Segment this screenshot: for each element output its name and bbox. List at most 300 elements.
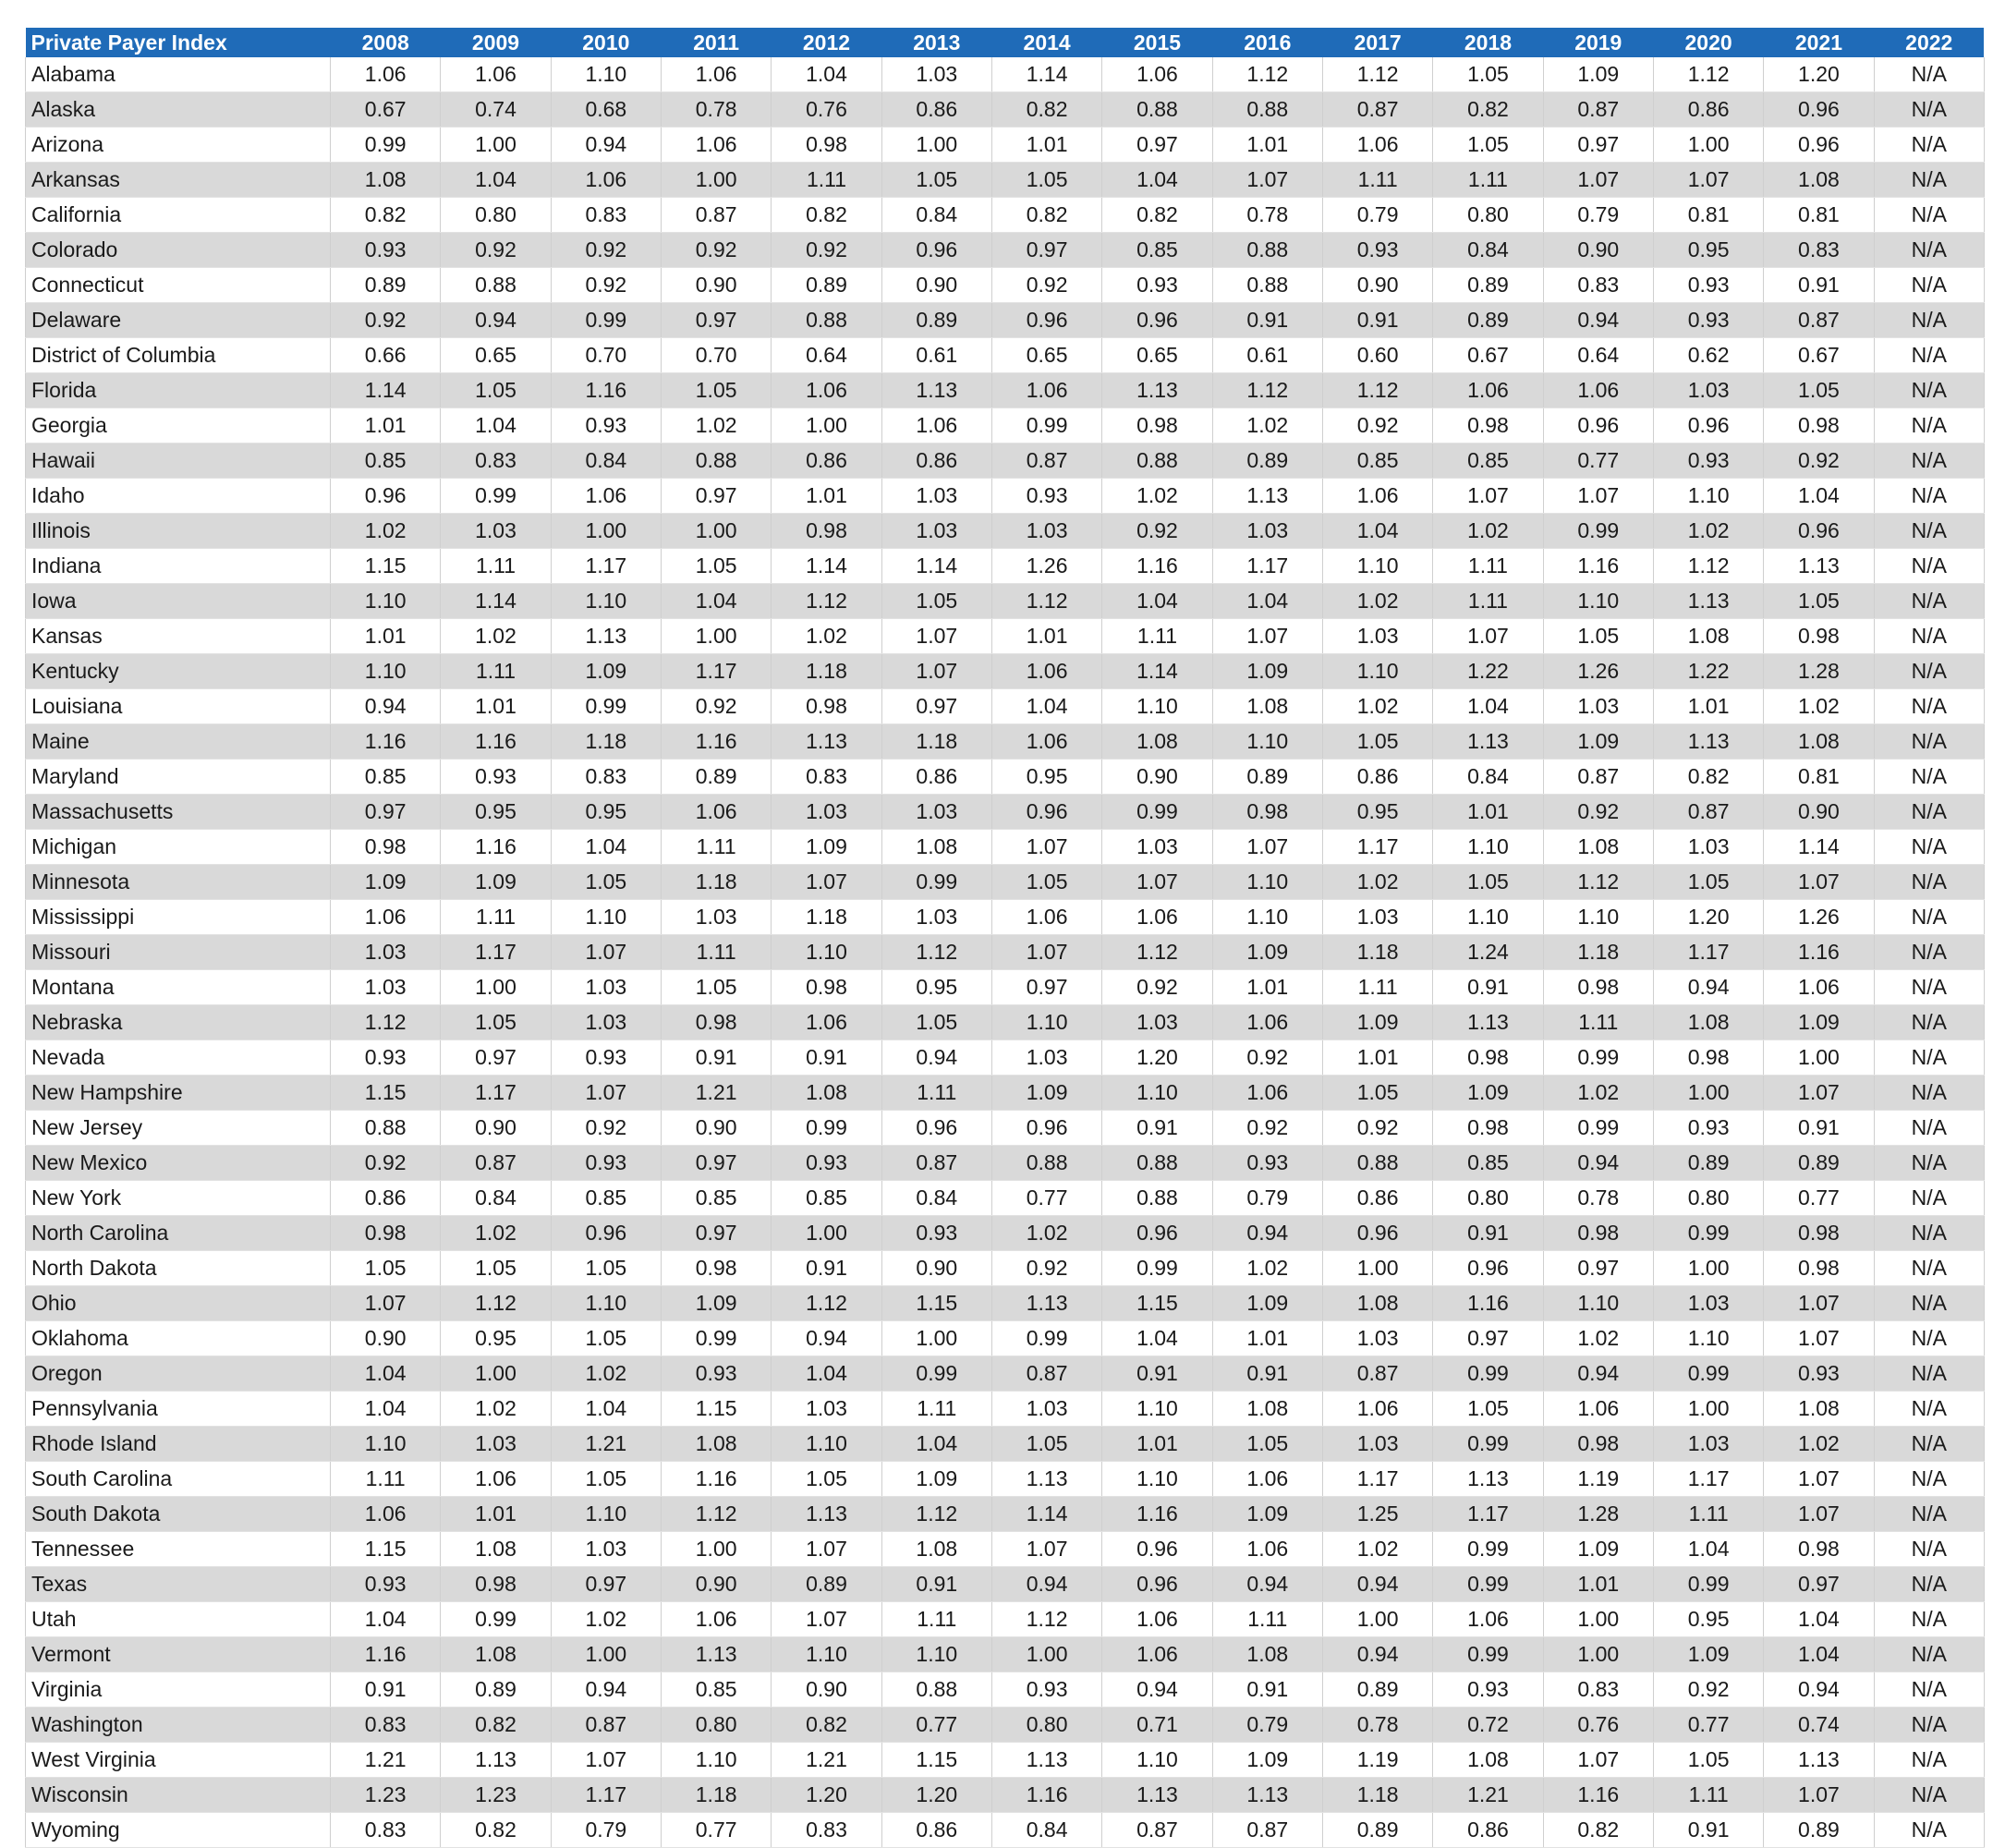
index-value-cell: 0.84 xyxy=(1433,760,1543,795)
index-value-cell: 1.00 xyxy=(1764,1040,1874,1076)
index-value-cell: 1.06 xyxy=(661,128,771,163)
index-value-cell: 1.11 xyxy=(441,900,551,935)
index-value-cell: 0.96 xyxy=(1653,408,1763,444)
index-value-cell: 1.11 xyxy=(1102,619,1212,654)
index-value-cell: 1.10 xyxy=(991,1005,1101,1040)
index-value-cell: 0.83 xyxy=(551,760,661,795)
index-value-cell: 0.93 xyxy=(991,1672,1101,1708)
index-value-cell: 1.23 xyxy=(331,1778,441,1813)
index-value-cell: 0.94 xyxy=(1764,1672,1874,1708)
table-row xyxy=(26,865,1985,900)
index-value-cell: 1.16 xyxy=(661,724,771,760)
index-value-cell: 0.78 xyxy=(1322,1708,1432,1743)
index-value-cell: N/A xyxy=(1874,373,1984,408)
index-value-cell: 0.99 xyxy=(1433,1356,1543,1392)
index-value-cell: 0.82 xyxy=(772,198,881,233)
index-value-cell: 1.03 xyxy=(1322,1321,1432,1356)
index-value-cell: 1.09 xyxy=(1322,1005,1432,1040)
index-value-cell: 1.18 xyxy=(1322,1778,1432,1813)
index-value-cell: 1.03 xyxy=(881,57,991,92)
index-value-cell: 1.12 xyxy=(1543,865,1653,900)
index-value-cell: 1.12 xyxy=(1653,57,1763,92)
state-name-cell: South Carolina xyxy=(26,1462,331,1497)
index-value-cell: 1.06 xyxy=(991,900,1101,935)
index-value-cell: 1.16 xyxy=(1543,549,1653,584)
index-value-cell: 0.90 xyxy=(881,1251,991,1286)
index-value-cell: 1.06 xyxy=(1433,373,1543,408)
index-value-cell: 1.17 xyxy=(1433,1497,1543,1532)
index-value-cell: 1.13 xyxy=(551,619,661,654)
index-value-cell: 1.23 xyxy=(441,1778,551,1813)
index-value-cell: 1.03 xyxy=(1322,1427,1432,1462)
index-value-cell: 1.10 xyxy=(551,584,661,619)
column-header-year: 2009 xyxy=(441,28,551,57)
index-value-cell: 1.05 xyxy=(1433,128,1543,163)
index-value-cell: 1.10 xyxy=(551,1497,661,1532)
index-value-cell: 1.00 xyxy=(441,128,551,163)
index-value-cell: 0.83 xyxy=(331,1813,441,1848)
index-value-cell: 1.00 xyxy=(551,1637,661,1672)
state-name-cell: District of Columbia xyxy=(26,338,331,373)
index-value-cell: 0.97 xyxy=(661,303,771,338)
index-value-cell: 1.01 xyxy=(1322,1040,1432,1076)
index-value-cell: 1.04 xyxy=(441,408,551,444)
table-row xyxy=(26,1462,1985,1497)
index-value-cell: 1.09 xyxy=(1212,654,1322,689)
index-value-cell: 0.94 xyxy=(772,1321,881,1356)
index-value-cell: 1.16 xyxy=(991,1778,1101,1813)
index-value-cell: 1.08 xyxy=(881,1532,991,1567)
index-value-cell: 0.90 xyxy=(331,1321,441,1356)
index-value-cell: 0.79 xyxy=(1322,198,1432,233)
column-header-year: 2018 xyxy=(1433,28,1543,57)
index-value-cell: 1.09 xyxy=(1212,1497,1322,1532)
index-value-cell: 0.91 xyxy=(772,1251,881,1286)
index-value-cell: 0.98 xyxy=(1543,1427,1653,1462)
index-value-cell: 0.96 xyxy=(1102,1567,1212,1602)
index-value-cell: 1.03 xyxy=(441,1427,551,1462)
index-value-cell: 0.90 xyxy=(1764,795,1874,830)
index-value-cell: 0.92 xyxy=(551,1111,661,1146)
index-value-cell: 0.82 xyxy=(991,198,1101,233)
index-value-cell: 0.91 xyxy=(1322,303,1432,338)
index-value-cell: 1.13 xyxy=(1653,584,1763,619)
index-value-cell: 1.10 xyxy=(1212,865,1322,900)
state-name-cell: Iowa xyxy=(26,584,331,619)
index-value-cell: 1.09 xyxy=(1212,1743,1322,1778)
index-value-cell: 1.07 xyxy=(991,935,1101,970)
table-row xyxy=(26,795,1985,830)
index-value-cell: 0.80 xyxy=(1653,1181,1763,1216)
index-value-cell: 0.64 xyxy=(1543,338,1653,373)
index-value-cell: 1.07 xyxy=(1212,619,1322,654)
index-value-cell: 0.99 xyxy=(1102,795,1212,830)
index-value-cell: 0.92 xyxy=(1322,1111,1432,1146)
state-name-cell: Georgia xyxy=(26,408,331,444)
state-name-cell: Nebraska xyxy=(26,1005,331,1040)
index-value-cell: 0.60 xyxy=(1322,338,1432,373)
index-value-cell: 0.87 xyxy=(1212,1813,1322,1848)
index-value-cell: 0.92 xyxy=(441,233,551,268)
index-value-cell: 0.88 xyxy=(441,268,551,303)
index-value-cell: 0.84 xyxy=(991,1813,1101,1848)
index-value-cell: 1.07 xyxy=(1212,830,1322,865)
index-value-cell: 1.03 xyxy=(551,1532,661,1567)
index-value-cell: 0.95 xyxy=(551,795,661,830)
index-value-cell: 1.13 xyxy=(1212,1778,1322,1813)
index-value-cell: 0.92 xyxy=(1102,970,1212,1005)
index-value-cell: 0.87 xyxy=(661,198,771,233)
index-value-cell: 0.95 xyxy=(1322,795,1432,830)
index-value-cell: 1.10 xyxy=(772,1427,881,1462)
index-value-cell: 1.15 xyxy=(331,549,441,584)
column-header-year: 2016 xyxy=(1212,28,1322,57)
index-value-cell: 1.04 xyxy=(661,584,771,619)
index-value-cell: 0.89 xyxy=(1322,1813,1432,1848)
index-value-cell: 1.16 xyxy=(331,1637,441,1672)
index-value-cell: 0.82 xyxy=(331,198,441,233)
index-value-cell: 0.93 xyxy=(772,1146,881,1181)
index-value-cell: 0.98 xyxy=(1433,1040,1543,1076)
index-value-cell: 1.05 xyxy=(1322,1076,1432,1111)
index-value-cell: 1.00 xyxy=(441,970,551,1005)
table-row xyxy=(26,1076,1985,1111)
index-value-cell: 1.12 xyxy=(661,1497,771,1532)
index-value-cell: 1.06 xyxy=(772,373,881,408)
index-value-cell: 0.80 xyxy=(661,1708,771,1743)
table-row xyxy=(26,1181,1985,1216)
index-value-cell: 1.16 xyxy=(1543,1778,1653,1813)
index-value-cell: 1.11 xyxy=(1433,549,1543,584)
index-value-cell: 0.81 xyxy=(1764,760,1874,795)
index-value-cell: 1.02 xyxy=(1322,865,1432,900)
index-value-cell: 0.68 xyxy=(551,92,661,128)
index-value-cell: 0.93 xyxy=(331,1040,441,1076)
index-value-cell: 0.70 xyxy=(551,338,661,373)
index-value-cell: 0.77 xyxy=(1653,1708,1763,1743)
index-value-cell: 1.15 xyxy=(881,1286,991,1321)
index-value-cell: 1.13 xyxy=(991,1743,1101,1778)
index-value-cell: 0.77 xyxy=(1764,1181,1874,1216)
index-value-cell: N/A xyxy=(1874,584,1984,619)
state-name-cell: Oregon xyxy=(26,1356,331,1392)
column-header-year: 2015 xyxy=(1102,28,1212,57)
index-value-cell: 0.97 xyxy=(1543,128,1653,163)
index-value-cell: 0.96 xyxy=(1322,1216,1432,1251)
index-value-cell: 1.10 xyxy=(551,900,661,935)
index-value-cell: 0.83 xyxy=(441,444,551,479)
index-value-cell: 0.85 xyxy=(1433,444,1543,479)
index-value-cell: 0.87 xyxy=(1543,760,1653,795)
index-value-cell: 0.97 xyxy=(991,233,1101,268)
header-row xyxy=(26,28,1985,57)
index-value-cell: 1.06 xyxy=(1543,373,1653,408)
index-value-cell: 1.20 xyxy=(881,1778,991,1813)
index-value-cell: 1.06 xyxy=(1543,1392,1653,1427)
index-value-cell: 1.07 xyxy=(1764,1076,1874,1111)
index-value-cell: 1.11 xyxy=(661,935,771,970)
index-value-cell: 1.01 xyxy=(1212,1321,1322,1356)
index-value-cell: 0.86 xyxy=(1653,92,1763,128)
index-value-cell: 0.98 xyxy=(1653,1040,1763,1076)
index-value-cell: 1.14 xyxy=(772,549,881,584)
index-value-cell: 1.16 xyxy=(441,724,551,760)
state-name-cell: Delaware xyxy=(26,303,331,338)
index-value-cell: 0.94 xyxy=(1653,970,1763,1005)
column-header-year: 2010 xyxy=(551,28,661,57)
index-value-cell: N/A xyxy=(1874,1462,1984,1497)
index-value-cell: 1.11 xyxy=(881,1392,991,1427)
index-value-cell: N/A xyxy=(1874,514,1984,549)
index-value-cell: 1.04 xyxy=(551,1392,661,1427)
index-value-cell: 1.10 xyxy=(1322,654,1432,689)
index-value-cell: 0.67 xyxy=(331,92,441,128)
index-value-cell: 0.98 xyxy=(1764,1216,1874,1251)
index-value-cell: 1.11 xyxy=(331,1462,441,1497)
index-value-cell: 1.08 xyxy=(881,830,991,865)
index-value-cell: 1.05 xyxy=(661,549,771,584)
index-value-cell: 0.88 xyxy=(1102,1146,1212,1181)
state-name-cell: Rhode Island xyxy=(26,1427,331,1462)
index-value-cell: 1.13 xyxy=(1764,1743,1874,1778)
index-value-cell: 0.90 xyxy=(772,1672,881,1708)
index-value-cell: 1.12 xyxy=(881,935,991,970)
index-value-cell: 0.99 xyxy=(991,1321,1101,1356)
index-value-cell: 1.21 xyxy=(331,1743,441,1778)
state-name-cell: Minnesota xyxy=(26,865,331,900)
index-value-cell: 1.08 xyxy=(661,1427,771,1462)
index-value-cell: 0.77 xyxy=(1543,444,1653,479)
index-value-cell: 1.04 xyxy=(772,1356,881,1392)
index-value-cell: N/A xyxy=(1874,1181,1984,1216)
state-name-cell: Tennessee xyxy=(26,1532,331,1567)
table-row xyxy=(26,724,1985,760)
index-value-cell: 1.02 xyxy=(991,1216,1101,1251)
state-name-cell: Indiana xyxy=(26,549,331,584)
index-value-cell: 0.90 xyxy=(1102,760,1212,795)
index-value-cell: 0.98 xyxy=(1764,1251,1874,1286)
index-value-cell: 1.06 xyxy=(661,795,771,830)
index-value-cell: 1.09 xyxy=(661,1286,771,1321)
state-name-cell: Colorado xyxy=(26,233,331,268)
index-value-cell: 1.14 xyxy=(881,549,991,584)
state-name-cell: Connecticut xyxy=(26,268,331,303)
index-value-cell: 0.99 xyxy=(1433,1637,1543,1672)
index-value-cell: 1.15 xyxy=(331,1076,441,1111)
index-value-cell: 1.01 xyxy=(1433,795,1543,830)
index-value-cell: 1.10 xyxy=(1433,830,1543,865)
index-value-cell: 1.11 xyxy=(881,1076,991,1111)
table-row xyxy=(26,338,1985,373)
index-value-cell: 1.07 xyxy=(1653,163,1763,198)
index-value-cell: 0.89 xyxy=(772,268,881,303)
index-value-cell: 1.10 xyxy=(661,1743,771,1778)
index-value-cell: 0.93 xyxy=(441,760,551,795)
index-value-cell: 0.86 xyxy=(331,1181,441,1216)
index-value-cell: 1.08 xyxy=(1433,1743,1543,1778)
index-value-cell: 1.00 xyxy=(551,514,661,549)
index-value-cell: 0.97 xyxy=(1764,1567,1874,1602)
table-row xyxy=(26,1005,1985,1040)
index-value-cell: 0.82 xyxy=(1543,1813,1653,1848)
state-name-cell: Alaska xyxy=(26,92,331,128)
table-row xyxy=(26,1216,1985,1251)
index-value-cell: 0.93 xyxy=(991,479,1101,514)
index-value-cell: 0.85 xyxy=(1433,1146,1543,1181)
index-value-cell: 1.03 xyxy=(1102,1005,1212,1040)
index-value-cell: 1.15 xyxy=(881,1743,991,1778)
index-value-cell: 0.86 xyxy=(881,760,991,795)
state-name-cell: North Carolina xyxy=(26,1216,331,1251)
table-row xyxy=(26,92,1985,128)
index-value-cell: 0.96 xyxy=(1102,303,1212,338)
index-value-cell: 0.93 xyxy=(551,1040,661,1076)
index-value-cell: 0.97 xyxy=(441,1040,551,1076)
index-value-cell: 0.79 xyxy=(551,1813,661,1848)
table-row xyxy=(26,970,1985,1005)
index-value-cell: 1.13 xyxy=(1212,479,1322,514)
table-row xyxy=(26,1813,1985,1848)
index-value-cell: 1.00 xyxy=(1653,1076,1763,1111)
index-value-cell: N/A xyxy=(1874,1286,1984,1321)
index-value-cell: 1.11 xyxy=(441,549,551,584)
index-value-cell: 0.97 xyxy=(1543,1251,1653,1286)
index-value-cell: 1.15 xyxy=(331,1532,441,1567)
index-value-cell: 0.86 xyxy=(1322,760,1432,795)
index-value-cell: 1.06 xyxy=(1764,970,1874,1005)
index-value-cell: N/A xyxy=(1874,1602,1984,1637)
index-value-cell: 1.06 xyxy=(1212,1462,1322,1497)
table-row xyxy=(26,619,1985,654)
index-value-cell: 0.88 xyxy=(1212,268,1322,303)
index-value-cell: 1.20 xyxy=(1653,900,1763,935)
index-value-cell: 1.03 xyxy=(881,900,991,935)
index-value-cell: 1.04 xyxy=(881,1427,991,1462)
index-value-cell: 1.13 xyxy=(772,1497,881,1532)
index-value-cell: 0.98 xyxy=(1212,795,1322,830)
state-name-cell: Hawaii xyxy=(26,444,331,479)
column-header-year: 2011 xyxy=(661,28,771,57)
index-value-cell: 0.92 xyxy=(1212,1040,1322,1076)
index-value-cell: 0.99 xyxy=(1543,1111,1653,1146)
index-value-cell: 1.06 xyxy=(991,654,1101,689)
index-value-cell: 0.99 xyxy=(1102,1251,1212,1286)
index-value-cell: 1.06 xyxy=(331,900,441,935)
index-value-cell: 0.85 xyxy=(661,1672,771,1708)
index-value-cell: N/A xyxy=(1874,865,1984,900)
index-value-cell: 0.62 xyxy=(1653,338,1763,373)
index-value-cell: 1.03 xyxy=(1653,373,1763,408)
index-value-cell: 1.14 xyxy=(991,1497,1101,1532)
index-value-cell: N/A xyxy=(1874,1672,1984,1708)
state-name-cell: Virginia xyxy=(26,1672,331,1708)
index-value-cell: 0.98 xyxy=(441,1567,551,1602)
column-header-year: 2013 xyxy=(881,28,991,57)
index-value-cell: 1.16 xyxy=(1764,935,1874,970)
index-value-cell: 1.09 xyxy=(1433,1076,1543,1111)
index-value-cell: 0.87 xyxy=(441,1146,551,1181)
index-value-cell: 1.05 xyxy=(1543,619,1653,654)
index-value-cell: N/A xyxy=(1874,1637,1984,1672)
index-value-cell: 1.08 xyxy=(1543,830,1653,865)
index-value-cell: 0.87 xyxy=(991,444,1101,479)
index-value-cell: 0.74 xyxy=(441,92,551,128)
index-value-cell: N/A xyxy=(1874,198,1984,233)
state-name-cell: Illinois xyxy=(26,514,331,549)
index-value-cell: 0.98 xyxy=(772,514,881,549)
index-value-cell: 0.94 xyxy=(551,1672,661,1708)
index-value-cell: 0.99 xyxy=(1653,1216,1763,1251)
index-value-cell: 1.06 xyxy=(1322,1392,1432,1427)
index-value-cell: 1.13 xyxy=(991,1286,1101,1321)
index-value-cell: 1.03 xyxy=(551,1005,661,1040)
index-value-cell: 0.92 xyxy=(551,268,661,303)
index-value-cell: 0.88 xyxy=(1212,92,1322,128)
index-value-cell: 0.97 xyxy=(661,1146,771,1181)
index-value-cell: 1.12 xyxy=(991,1602,1101,1637)
index-value-cell: 1.05 xyxy=(551,1251,661,1286)
index-value-cell: 0.87 xyxy=(1322,92,1432,128)
index-value-cell: 0.89 xyxy=(1212,760,1322,795)
table-row xyxy=(26,549,1985,584)
index-value-cell: 0.96 xyxy=(1764,514,1874,549)
index-value-cell: 0.82 xyxy=(1102,198,1212,233)
index-value-cell: 1.05 xyxy=(441,1005,551,1040)
index-value-cell: 1.06 xyxy=(551,479,661,514)
index-value-cell: 1.18 xyxy=(1543,935,1653,970)
index-value-cell: 0.99 xyxy=(1543,514,1653,549)
index-value-cell: 0.98 xyxy=(1433,1111,1543,1146)
index-value-cell: 0.66 xyxy=(331,338,441,373)
table-row xyxy=(26,584,1985,619)
state-name-cell: New York xyxy=(26,1181,331,1216)
index-value-cell: 1.04 xyxy=(772,57,881,92)
index-value-cell: 1.02 xyxy=(1322,689,1432,724)
index-value-cell: 1.12 xyxy=(1653,549,1763,584)
index-value-cell: 1.07 xyxy=(881,619,991,654)
index-value-cell: 0.91 xyxy=(1212,1672,1322,1708)
index-value-cell: 0.94 xyxy=(881,1040,991,1076)
table-row xyxy=(26,57,1985,92)
index-value-cell: 1.12 xyxy=(1212,373,1322,408)
index-value-cell: 0.98 xyxy=(331,1216,441,1251)
index-value-cell: 0.92 xyxy=(331,1146,441,1181)
index-value-cell: 1.11 xyxy=(1433,584,1543,619)
table-row xyxy=(26,654,1985,689)
index-value-cell: 0.86 xyxy=(1322,1181,1432,1216)
private-payer-index-table xyxy=(25,28,1985,1848)
index-value-cell: 1.05 xyxy=(441,373,551,408)
index-value-cell: 0.98 xyxy=(331,830,441,865)
table-row xyxy=(26,1743,1985,1778)
index-value-cell: 0.94 xyxy=(1543,1356,1653,1392)
index-value-cell: 1.10 xyxy=(1543,900,1653,935)
index-value-cell: 0.86 xyxy=(881,444,991,479)
index-value-cell: N/A xyxy=(1874,1076,1984,1111)
index-value-cell: 1.08 xyxy=(1102,724,1212,760)
state-name-cell: Alabama xyxy=(26,57,331,92)
index-value-cell: 0.93 xyxy=(1102,268,1212,303)
index-value-cell: 1.28 xyxy=(1764,654,1874,689)
index-value-cell: 1.03 xyxy=(1653,1286,1763,1321)
index-value-cell: 1.06 xyxy=(1102,900,1212,935)
index-value-cell: 0.92 xyxy=(661,233,771,268)
index-value-cell: 1.08 xyxy=(441,1532,551,1567)
state-name-cell: Arizona xyxy=(26,128,331,163)
index-value-cell: 0.99 xyxy=(881,865,991,900)
index-value-cell: 0.87 xyxy=(551,1708,661,1743)
index-value-cell: 0.96 xyxy=(331,479,441,514)
